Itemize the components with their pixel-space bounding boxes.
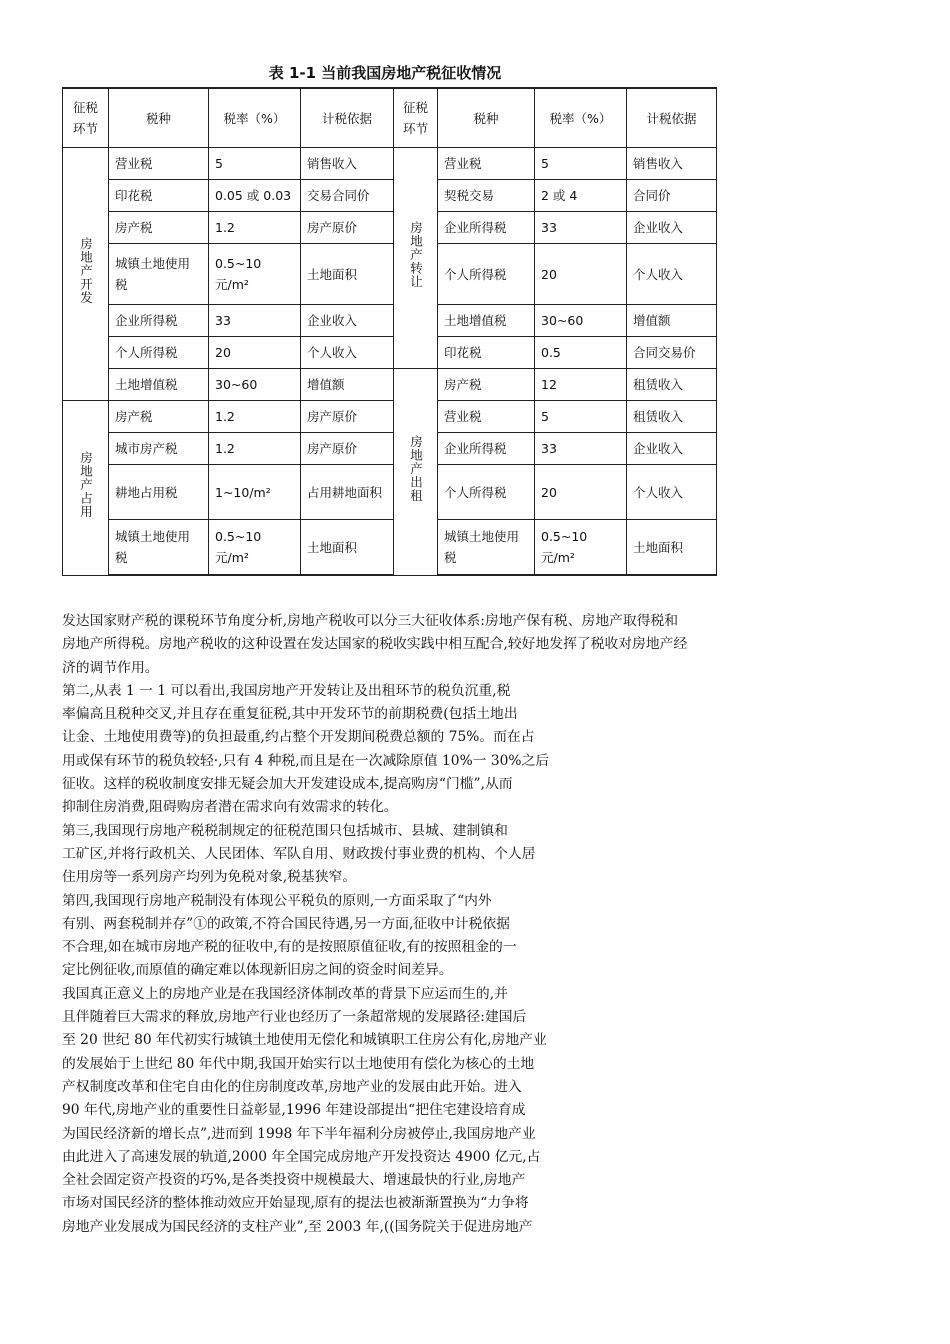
text-line: 为国民经济新的增长点”,进而到 1998 年下半年福利分房被停止,我国房地产业 bbox=[62, 1125, 536, 1142]
table-row bbox=[63, 180, 717, 212]
table-cell: 20 bbox=[535, 465, 627, 520]
table-cell: 个人收入 bbox=[301, 337, 394, 369]
text-line: 不合理,如在城市房地产税的征收中,有的是按照原值征收,有的按照租金的一 bbox=[62, 939, 517, 956]
table-cell: 5 bbox=[535, 401, 627, 433]
text-line: 市场对国民经济的整体推动效应开始显现,原有的提法也被渐渐置换为“力争将 bbox=[62, 1195, 529, 1212]
table-cell: 房产税 bbox=[109, 401, 209, 433]
header-rate-right: 税率（%） bbox=[535, 88, 627, 148]
table-cell: 销售收入 bbox=[301, 148, 394, 180]
text-line: 房地产业发展成为国民经济的支柱产业”,至 2003 年,((国务院关于促进房地产 bbox=[62, 1218, 533, 1235]
table-cell: 印花税 bbox=[438, 337, 535, 369]
table-caption: 表 1-1 当前我国房地产税征收情况 bbox=[268, 64, 502, 82]
text-line: 的发展始于上世纪 80 年代中期,我国开始实行以土地使用有偿化为核心的土地 bbox=[62, 1055, 535, 1072]
table-cell: 营业税 bbox=[438, 401, 535, 433]
table-cell: 土地增值税 bbox=[438, 305, 535, 337]
table-cell: 土地面积 bbox=[301, 520, 394, 576]
text-line: 济的调节作用。 bbox=[62, 659, 159, 676]
table-cell: 土地面积 bbox=[627, 520, 717, 576]
text-line: 全社会固定资产投资的巧%,是各类投资中规模最大、增速最快的行业,房地产 bbox=[62, 1172, 526, 1189]
table-cell: 增值额 bbox=[627, 305, 717, 337]
table-cell: 印花税 bbox=[109, 180, 209, 212]
table-cell: 30~60 bbox=[209, 369, 301, 401]
header-stage-right: 征税环节 bbox=[394, 88, 438, 148]
table-cell: 1.2 bbox=[209, 433, 301, 465]
table-cell: 房产原价 bbox=[301, 212, 394, 244]
text-line: 率偏高且税种交叉,并且存在重复征税,其中开发环节的前期税费(包括土地出 bbox=[62, 706, 518, 723]
text-line: 第三,我国现行房地产税税制规定的征税范围只包括城市、县城、建制镇和 bbox=[62, 822, 508, 839]
table-cell: 1~10/m² bbox=[209, 465, 301, 520]
tax-table bbox=[62, 87, 717, 576]
table-row bbox=[63, 520, 717, 576]
table-cell: 20 bbox=[209, 337, 301, 369]
table-cell: 契税交易 bbox=[438, 180, 535, 212]
text-line: 房地产所得税。房地产税收的这种设置在发达国家的税收实践中相互配合,较好地发挥了税收对房地产经 bbox=[62, 636, 688, 653]
table-cell: 营业税 bbox=[109, 148, 209, 180]
table-cell: 土地面积 bbox=[301, 244, 394, 305]
table-cell: 0.5~10 元/m² bbox=[535, 520, 627, 576]
table-cell: 租赁收入 bbox=[627, 369, 717, 401]
table-cell: 房产税 bbox=[109, 212, 209, 244]
table-cell: 33 bbox=[209, 305, 301, 337]
table-cell: 1.2 bbox=[209, 212, 301, 244]
table-cell: 33 bbox=[535, 433, 627, 465]
table-cell: 33 bbox=[535, 212, 627, 244]
table-cell: 个人所得税 bbox=[109, 337, 209, 369]
table-row bbox=[63, 305, 717, 337]
table-cell: 个人收入 bbox=[627, 465, 717, 520]
table-cell: 个人所得税 bbox=[438, 465, 535, 520]
table-cell: 0.05 或 0.03 bbox=[209, 180, 301, 212]
table-cell: 占用耕地面积 bbox=[301, 465, 394, 520]
table-cell: 30~60 bbox=[535, 305, 627, 337]
table-cell: 0.5~10 元/m² bbox=[209, 520, 301, 576]
table-cell: 土地增值税 bbox=[109, 369, 209, 401]
table-row bbox=[63, 148, 717, 180]
table-row bbox=[63, 465, 717, 520]
table-cell: 2 或 4 bbox=[535, 180, 627, 212]
group-label-occupancy: 房地产占用 bbox=[63, 401, 109, 576]
text-line: 抑制住房消费,阻碍购房者潜在需求向有效需求的转化。 bbox=[62, 799, 398, 816]
table-row bbox=[63, 433, 717, 465]
text-line: 发达国家财产税的课税环节角度分析,房地产税收可以分三大征收体系:房地产保有税、房地产取得税和 bbox=[62, 613, 679, 629]
table-header-row bbox=[63, 88, 717, 148]
table-row bbox=[63, 244, 717, 305]
table-cell: 房产税 bbox=[438, 369, 535, 401]
table-cell: 0.5 bbox=[535, 337, 627, 369]
table-row bbox=[63, 337, 717, 369]
table-cell: 1.2 bbox=[209, 401, 301, 433]
table-row bbox=[63, 401, 717, 433]
text-line: 定比例征收,而原值的确定难以体现新旧房之间的资金时间差异。 bbox=[62, 962, 453, 979]
text-line: 由此进入了高速发展的轨道,2000 年全国完成房地产开发投资达 4900 亿元,占 bbox=[62, 1148, 541, 1165]
table-cell: 12 bbox=[535, 369, 627, 401]
table-cell: 销售收入 bbox=[627, 148, 717, 180]
header-rate-left: 税率（%） bbox=[209, 88, 301, 148]
text-line: 且伴随着巨大需求的释放,房地产行业也经历了一条超常规的发展路径:建国后 bbox=[62, 1009, 527, 1026]
text-line: 住用房等一系列房产均列为免税对象,税基狭窄。 bbox=[62, 869, 357, 886]
table-cell: 合同交易价 bbox=[627, 337, 717, 369]
group-label-rental: 房地产出租 bbox=[394, 369, 438, 576]
table-cell: 企业所得税 bbox=[438, 212, 535, 244]
table-cell: 企业收入 bbox=[301, 305, 394, 337]
table-cell: 企业所得税 bbox=[438, 433, 535, 465]
table-cell: 城市房产税 bbox=[109, 433, 209, 465]
table-row bbox=[63, 212, 717, 244]
text-line: 我国真正意义上的房地产业是在我国经济体制改革的背景下应运而生的,并 bbox=[62, 985, 508, 1002]
table-cell: 耕地占用税 bbox=[109, 465, 209, 520]
table-cell: 城镇土地使用税 bbox=[109, 520, 209, 576]
table-cell: 租赁收入 bbox=[627, 401, 717, 433]
text-line: 让金、土地使用费等)的负担最重,约占整个开发期间税费总额的 75%。而在占 bbox=[62, 729, 535, 746]
table-cell: 0.5~10 元/m² bbox=[209, 244, 301, 305]
text-line: 至 20 世纪 80 年代初实行城镇土地使用无偿化和城镇职工住房公有化,房地产业 bbox=[62, 1032, 547, 1049]
header-tax-type-right: 税种 bbox=[438, 88, 535, 148]
table-cell: 交易合同价 bbox=[301, 180, 394, 212]
text-line: 产权制度改革和住宅自由化的住房制度改革,房地产业的发展由此开始。进入 bbox=[62, 1078, 522, 1095]
text-line: 用或保有环节的税负较轻·,只有 4 种税,而且是在一次减除原值 10%一 30%之后 bbox=[62, 752, 550, 769]
table-cell: 企业所得税 bbox=[109, 305, 209, 337]
table-cell: 房产原价 bbox=[301, 401, 394, 433]
table-cell: 个人所得税 bbox=[438, 244, 535, 305]
text-line: 有别、两套税制并存”①的政策,不符合国民待遇,另一方面,征收中计税依据 bbox=[62, 915, 510, 932]
table-cell: 房产原价 bbox=[301, 433, 394, 465]
text-line: 工矿区,并将行政机关、人民团体、军队自用、财政拨付事业费的机构、个人居 bbox=[62, 845, 536, 862]
table-cell: 增值额 bbox=[301, 369, 394, 401]
table-cell: 营业税 bbox=[438, 148, 535, 180]
table-cell: 合同价 bbox=[627, 180, 717, 212]
table-cell: 20 bbox=[535, 244, 627, 305]
body-text bbox=[62, 610, 822, 1239]
header-basis-left: 计税依据 bbox=[301, 88, 394, 148]
table-cell: 5 bbox=[535, 148, 627, 180]
table-row bbox=[63, 369, 717, 401]
header-tax-type-left: 税种 bbox=[109, 88, 209, 148]
text-line: 90 年代,房地产业的重要性日益彰显,1996 年建设部提出“把住宅建设培育成 bbox=[62, 1102, 526, 1119]
header-basis-right: 计税依据 bbox=[627, 88, 717, 148]
text-line: 第四,我国现行房地产税制没有体现公平税负的原则,一方面采取了“内外 bbox=[62, 892, 492, 909]
group-label-development: 房地产开发 bbox=[63, 148, 109, 401]
text-line: 第二,从表 1 一 1 可以看出,我国房地产开发转让及出租环节的税负沉重,税 bbox=[62, 682, 511, 699]
header-stage-left: 征税环节 bbox=[63, 88, 109, 148]
table-cell: 企业收入 bbox=[627, 212, 717, 244]
table-cell: 企业收入 bbox=[627, 433, 717, 465]
table-cell: 5 bbox=[209, 148, 301, 180]
table-cell: 个人收入 bbox=[627, 244, 717, 305]
text-line: 征收。这样的税收制度安排无疑会加大开发建设成本,提高购房“门槛”,从而 bbox=[62, 776, 513, 793]
table-cell: 城镇土地使用税 bbox=[109, 244, 209, 305]
group-label-transfer: 房地产转让 bbox=[394, 148, 438, 369]
table-cell: 城镇土地使用税 bbox=[438, 520, 535, 576]
